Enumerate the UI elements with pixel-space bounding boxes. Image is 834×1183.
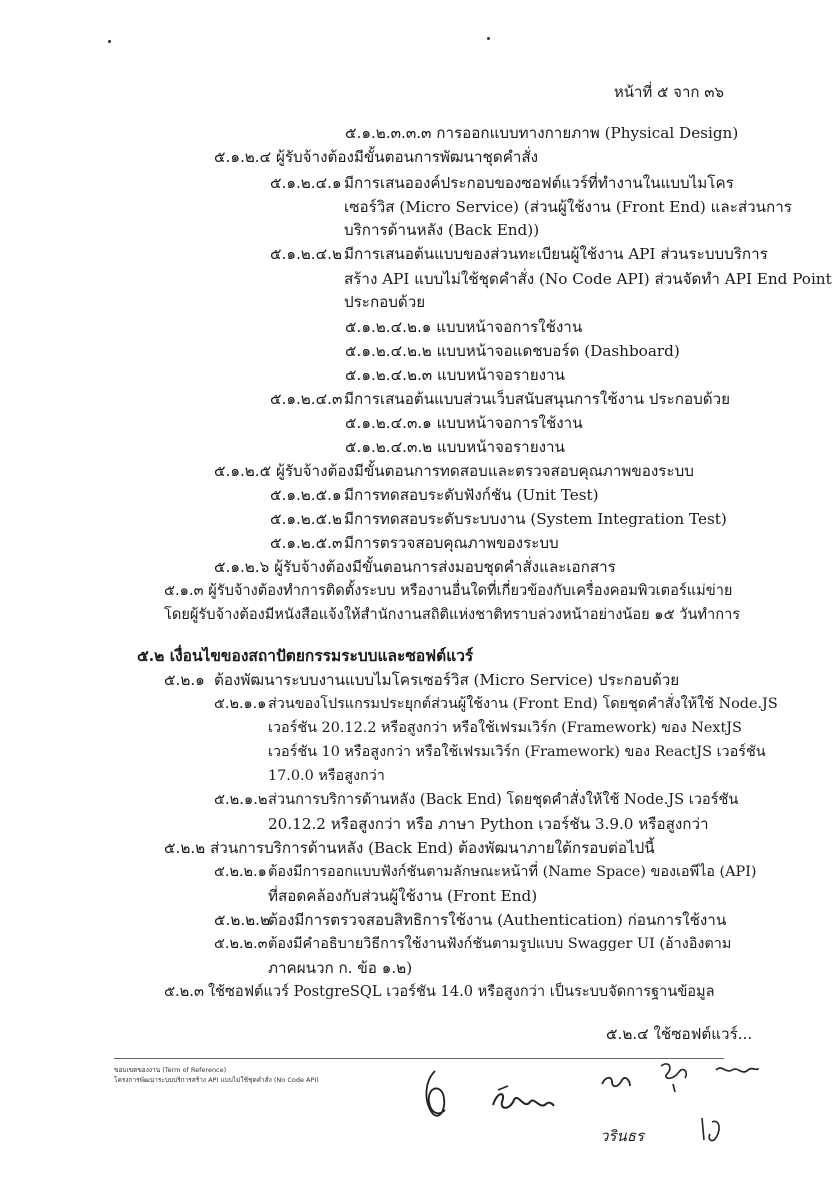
clause-line: ภาคผนวก ก. ข้อ ๑.๒)	[268, 959, 413, 977]
signature-mark-5	[712, 1060, 762, 1084]
clause-line: ๕.๑.๒.๕.๑ มีการทดสอบระดับฟังก์ชัน (Unit Test)	[270, 486, 599, 504]
clause-line: 17.0.0 หรือสูงกว่า	[268, 768, 385, 784]
clause-line: ๕.๑.๒.๕.๓ มีการตรวจสอบคุณภาพของระบบ	[270, 534, 559, 552]
clause-line: ๕.๑.๒.๔.๒.๒ แบบหน้าจอแดชบอร์ด (Dashboard)	[345, 342, 680, 360]
continuation-text: ๕.๒.๔ ใช้ซอฟต์แวร์...	[606, 1025, 753, 1043]
clause-line: เวอร์ชัน 20.12.2 หรือสูงกว่า หรือใช้เฟรมเวิร์ก (Framework) ของ NextJS	[268, 720, 742, 736]
signature-mark-6	[696, 1112, 728, 1146]
clause-line: ๕.๑.๒.๖ ผู้รับจ้างต้องมีขั้นตอนการส่งมอบชุดคำสั่งและเอกสาร	[214, 558, 616, 576]
clause-line: ๕.๑.๒.๔.๓.๒ แบบหน้าจอรายงาน	[345, 438, 565, 456]
clause-line: ๕.๒.๒.๒ต้องมีการตรวจสอบสิทธิการใช้งาน (Authentication) ก่อนการใช้งาน	[214, 911, 727, 929]
clause-line: ๕.๒.๓ ใช้ซอฟต์แวร์ PostgreSQL เวอร์ชัน 14.0 หรือสูงกว่า เป็นระบบจัดการฐานข้อมูล	[164, 983, 715, 1000]
footer-doc-type: ขอบเขตของงาน (Term of Reference)	[114, 1066, 227, 1074]
clause-line: เวอร์ชัน 10 หรือสูงกว่า หรือใช้เฟรมเวิร์ก (Framework) ของ ReactJS เวอร์ชัน	[268, 744, 766, 760]
clause-line: ๕.๑.๒.๔.๓.๑ แบบหน้าจอการใช้งาน	[345, 414, 583, 432]
clause-line: ๕.๑.๒.๔ ผู้รับจ้างต้องมีขั้นตอนการพัฒนาชุดคำสั่ง	[214, 148, 539, 166]
page-number: หน้าที่ ๕ จาก ๓๖	[613, 83, 724, 101]
clause-line: ๕.๒.๒.๓ต้องมีคำอธิบายวิธีการใช้งานฟังก์ชันตามรูปแบบ Swagger UI (อ้างอิงตาม	[214, 936, 732, 952]
clause-line: ๕.๑.๓ ผู้รับจ้างต้องทำการติดตั้งระบบ หรืองานอื่นใดที่เกี่ยวข้องกับเครื่องคอมพิวเตอร์แม่ข่าย	[164, 582, 733, 599]
clause-line: ๕.๑.๒.๓.๓.๓ การออกแบบทางกายภาพ (Physical Design)	[345, 124, 739, 142]
clause-line: ที่สอดคล้องกับส่วนผู้ใช้งาน (Front End)	[268, 887, 538, 905]
scan-speck	[487, 37, 490, 40]
clause-line: ๕.๑.๒.๔.๓ มีการเสนอต้นแบบส่วนเว็บสนับสนุนการใช้งาน ประกอบด้วย	[270, 390, 730, 408]
clause-line: ๕.๑.๒.๕.๒ มีการทดสอบระดับระบบงาน (System Integration Test)	[270, 510, 727, 528]
signature-mark-3	[598, 1070, 634, 1094]
clause-line: บริการด้านหลัง (Back End))	[344, 221, 540, 239]
clause-line: ๕.๒.๒ ส่วนการบริการด้านหลัง (Back End) ต้องพัฒนาภายใต้กรอบต่อไปนี้	[164, 839, 655, 857]
clause-line: ๕.๑.๒.๔.๒.๑ แบบหน้าจอการใช้งาน	[345, 318, 583, 336]
clause-line: สร้าง API แบบไม่ใช้ชุดคำสั่ง (No Code API) ส่วนจัดทำ API End Point	[344, 270, 832, 288]
footer-rule	[114, 1058, 724, 1059]
signature-handwritten-name: วรินธร	[600, 1127, 644, 1145]
clause-line: ประกอบด้วย	[344, 293, 426, 311]
clause-line: เซอร์วิส (Micro Service) (ส่วนผู้ใช้งาน (Front End) และส่วนการ	[344, 198, 792, 216]
clause-line: ๕.๒.๑ ต้องพัฒนาระบบงานแบบไมโครเซอร์วิส (Micro Service) ประกอบด้วย	[164, 671, 680, 689]
clause-line: ๕.๑.๒.๔.๑ มีการเสนอองค์ประกอบของซอฟต์แวร์ที่ทำงานในแบบไมโคร	[270, 174, 734, 192]
signature-mark-1	[415, 1066, 455, 1126]
footer-project-name: โครงการพัฒนาระบบบริการสร้าง API แบบไม่ใช้ชุดคำสั่ง (No Code API)	[114, 1076, 319, 1084]
clause-line: ๕.๑.๒.๔.๒ มีการเสนอต้นแบบของส่วนทะเบียนผู้ใช้งาน API ส่วนระบบบริการ	[270, 245, 768, 263]
signature-mark-2	[488, 1080, 558, 1120]
clause-line: โดยผู้รับจ้างต้องมีหนังสือแจ้งให้สำนักงานสถิติแห่งชาติทราบล่วงหน้าอย่างน้อย ๑๕ วันทำการ	[164, 606, 741, 623]
clause-line: ๕.๑.๒.๕ ผู้รับจ้างต้องมีขั้นตอนการทดสอบและตรวจสอบคุณภาพของระบบ	[214, 462, 694, 480]
clause-line: ๕.๒.๑.๑ ส่วนของโปรแกรมประยุกต์ส่วนผู้ใช้งาน (Front End) โดยชุดคำสั่งให้ใช้ Node.JS	[214, 696, 778, 712]
scan-speck	[108, 40, 111, 43]
signature-mark-4	[655, 1058, 695, 1098]
section-heading: ๕.๒ เงื่อนไขของสถาปัตยกรรมระบบและซอฟต์แวร์	[137, 646, 474, 665]
clause-line: ๕.๒.๒.๑ต้องมีการออกแบบฟังก์ชันตามลักษณะหน้าที่ (Name Space) ของเอพีไอ (API)	[214, 864, 757, 880]
clause-line: ๕.๒.๑.๒ส่วนการบริการด้านหลัง (Back End) โดยชุดคำสั่งให้ใช้ Node.JS เวอร์ชัน	[214, 791, 739, 808]
clause-line: 20.12.2 หรือสูงกว่า หรือ ภาษา Python เวอร์ชัน 3.9.0 หรือสูงกว่า	[268, 815, 709, 833]
clause-line: ๕.๑.๒.๔.๒.๓ แบบหน้าจอรายงาน	[345, 366, 565, 384]
